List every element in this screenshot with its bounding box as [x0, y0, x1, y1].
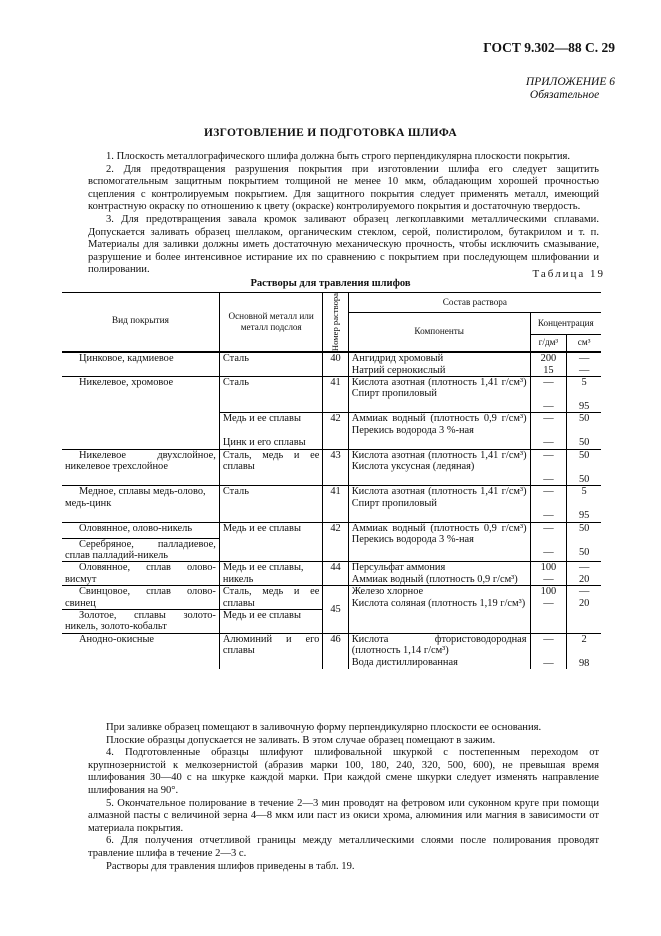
- base-metal: Медь и ее сплавы: [222, 413, 301, 425]
- cell-cm: [567, 449, 601, 485]
- table-row: [62, 352, 601, 376]
- paragraph: Растворы для травления шлифов приведены в табл. 19.: [106, 860, 355, 872]
- base-metal: Цинк и его сплавы: [222, 437, 306, 449]
- value: —: [543, 473, 554, 485]
- cell-components: [348, 633, 530, 669]
- cell-components: [348, 413, 530, 449]
- appendix-label: [526, 76, 615, 102]
- etching-solutions-table: [62, 292, 601, 669]
- value: 50: [578, 449, 590, 461]
- cell-components: [348, 486, 530, 522]
- base-metal: Сталь, медь и ее сплавы: [220, 586, 322, 610]
- value: 100: [540, 562, 557, 574]
- cell-base: Сталь: [219, 352, 322, 376]
- cell-cm: [567, 376, 601, 412]
- value: —: [578, 562, 590, 574]
- table-row: [62, 633, 601, 669]
- cell-coating: Анодно-окисные: [62, 633, 219, 669]
- component: Кислота азотная (плотность 1,41 г/см³): [351, 376, 527, 388]
- component: Персульфат аммония: [351, 562, 446, 574]
- table-caption: Растворы для травления шлифов: [250, 278, 411, 289]
- cell-base: Сталь: [219, 486, 322, 522]
- value: 50: [578, 437, 590, 449]
- table-row: [62, 486, 601, 522]
- value: —: [543, 400, 554, 412]
- col-solution-no: [323, 293, 348, 353]
- coating-name: Оловянное, олово-никель: [62, 523, 219, 539]
- value: 100: [540, 586, 557, 598]
- cell-no: 40: [323, 352, 348, 376]
- cell-base: Алюминий и его сплавы: [219, 633, 322, 669]
- cell-cm: [567, 352, 601, 376]
- coating-name: Золотое, сплавы золото-никель, золото-кобальт: [65, 610, 216, 633]
- cell-g: [530, 449, 567, 485]
- paragraph: 6. Для получения отчетливой границы между металлическими слоями после полирования проводят травление шлифа в течение 2—3 с.: [88, 835, 599, 859]
- component: Кислота азотная (плотность 1,41 г/см³): [351, 449, 527, 461]
- component: Кислота фтористоводородная (плотность 1,14 г/см³): [351, 633, 527, 657]
- component: Спирт пропиловый: [351, 388, 437, 400]
- value: 50: [578, 473, 590, 485]
- cell-g: [530, 486, 567, 522]
- value: —: [543, 510, 554, 522]
- value: —: [543, 573, 554, 585]
- value: 5: [581, 376, 587, 388]
- base-metal: Медь и ее сплавы: [222, 610, 301, 622]
- paragraph: 1. Плоскость металлографического шлифа должна быть строго перпендикулярна плоскости покрытия.: [106, 151, 571, 162]
- table-row: [62, 449, 601, 485]
- closing-paragraphs: [88, 722, 599, 873]
- cell-no: 41: [323, 486, 348, 522]
- cell-no: 42: [323, 522, 348, 562]
- cell-base: [219, 586, 322, 634]
- coating-name: Свинцовое, сплав олово-свинец: [62, 586, 219, 610]
- value: —: [543, 437, 554, 449]
- cell-base: Медь и ее сплавы, никель: [219, 562, 322, 586]
- cell-components: [348, 522, 530, 562]
- component: Вода дистиллированная: [351, 656, 458, 668]
- table-row: [62, 522, 601, 562]
- cell-no: 43: [323, 449, 348, 485]
- value: —: [543, 522, 554, 534]
- intro-paragraphs: [88, 151, 599, 277]
- col-cm3: см³: [567, 334, 601, 352]
- cell-components: [348, 449, 530, 485]
- value: 95: [578, 510, 590, 522]
- col-base-metal: Основной металл или металл подслоя: [219, 293, 322, 353]
- value: —: [578, 586, 590, 598]
- value: —: [543, 486, 554, 498]
- table-number: Таблица 19: [532, 268, 605, 280]
- value: 20: [578, 597, 590, 609]
- paragraph: 5. Окончательное полирование в течение 2—3 мин проводят на фетровом или суконном круге при помощи алмазной пасты с величиной зерна 4—8 мкм или паст из окиси хрома, алюминия или магния в зависимости от материала покрытия.: [88, 797, 599, 834]
- component: Кислота соляная (плотность 1,19 г/см³): [351, 597, 526, 609]
- value: 98: [578, 657, 590, 669]
- value: 50: [578, 522, 590, 534]
- cell-coating: [62, 586, 219, 634]
- value: —: [543, 633, 554, 645]
- table-row: [62, 413, 601, 449]
- cell-cm: [567, 522, 601, 562]
- cell-coating: Оловянное, сплав олово-висмут: [62, 562, 219, 586]
- table-row: [62, 376, 601, 412]
- cell-coating: [62, 413, 219, 449]
- cell-no: 45: [323, 586, 348, 634]
- cell-base: Сталь: [219, 376, 322, 412]
- value: —: [578, 353, 590, 365]
- coating-name: Серебряное, палладиевое, сплав палладий-никель: [65, 538, 216, 561]
- component: Ангидрид хромовый: [351, 353, 444, 365]
- value: 50: [578, 413, 590, 425]
- value: —: [543, 657, 554, 669]
- paragraph: При заливке образец помещают в заливочную форму перпендикулярно плоскости ее основания.: [106, 722, 542, 733]
- cell-coating: Цинковое, кадмиевое: [62, 352, 219, 376]
- col-composition: Состав раствора: [348, 293, 601, 313]
- cell-g: [530, 522, 567, 562]
- cell-cm: [567, 562, 601, 586]
- component: Железо хлорное: [351, 586, 424, 598]
- appendix-number: ПРИЛОЖЕНИЕ 6: [525, 76, 615, 88]
- cell-cm: [567, 586, 601, 634]
- cell-g: [530, 352, 567, 376]
- cell-components: [348, 562, 530, 586]
- component: Кислота азотная (плотность 1,41 г/см³): [351, 486, 527, 498]
- cell-coating: Медное, сплавы медь-олово, медь-цинк: [62, 486, 219, 522]
- cell-components: [348, 352, 530, 376]
- component: Натрий сернокислый: [351, 364, 446, 376]
- cell-no: 46: [323, 633, 348, 669]
- value: —: [578, 364, 590, 376]
- value: 50: [578, 546, 590, 558]
- value: —: [543, 376, 554, 388]
- col-coating: Вид покрытия: [62, 293, 219, 353]
- cell-no: 44: [323, 562, 348, 586]
- cell-g: [530, 413, 567, 449]
- value: 20: [578, 573, 590, 585]
- value: —: [543, 546, 554, 558]
- table-row: [62, 562, 601, 586]
- value: —: [543, 449, 554, 461]
- component: Перекись водорода 3 %-ная: [351, 533, 474, 545]
- value: 2: [581, 633, 587, 645]
- cell-base: [219, 413, 322, 449]
- section-title: ИЗГОТОВЛЕНИЕ И ПОДГОТОВКА ШЛИФА: [204, 127, 457, 139]
- cell-cm: [567, 413, 601, 449]
- cell-no: 41: [323, 376, 348, 412]
- col-g-dm3: г/дм³: [530, 334, 567, 352]
- appendix-status: Обязательное: [529, 89, 600, 101]
- component: Аммиак водный (плотность 0,9 г/см³): [351, 573, 518, 585]
- component: Аммиак водный (плотность 0,9 г/см³): [351, 413, 527, 425]
- cell-components: [348, 376, 530, 412]
- component: Кислота уксусная (ледяная): [351, 461, 475, 473]
- cell-coating: [62, 522, 219, 562]
- col-concentration: Концентрация: [530, 313, 601, 335]
- paragraph: 2. Для предотвращения разрушения покрытия при изготовлении шлифа его следует защитить вспомогательным защитным покрытием толщиной не менее 10 мкм, обладающим хорошей прочностью сцепления с контролируемым покрытием. Для защитного покрытия следует применять металл, имеющий контрастную окраску по отношению к цвету (окраске) контролируемого покрытия и достаточную твердость.: [88, 163, 599, 213]
- paragraph: 3. Для предотвращения завала кромок заливают образец легкоплавкими металлическими сплавами. Допускается заливать образец шеллаком, органическим стеклом, серой, полистиролом, бутакрилом и т. п. Материалы для заливки должны иметь достаточную механическую прочность, чтобы исключить смазывание, разрушение и более интенсивное истирание их по сравнению с покрытием при последующем шлифовании и полировании.: [88, 213, 599, 276]
- value: 15: [543, 364, 554, 376]
- page-header: ГОСТ 9.302—88 С. 29: [483, 40, 615, 55]
- component: Спирт пропиловый: [351, 497, 437, 509]
- table-row: [62, 586, 601, 634]
- cell-base: Сталь, медь и ее сплавы: [219, 449, 322, 485]
- cell-base: Медь и ее сплавы: [219, 522, 322, 562]
- cell-cm: [567, 486, 601, 522]
- value: 200: [540, 353, 557, 365]
- cell-g: [530, 376, 567, 412]
- cell-cm: [567, 633, 601, 669]
- cell-g: [530, 633, 567, 669]
- paragraph: 4. Подготовленные образцы шлифуют шлифовальной шкуркой с постепенным переходом от крупнозернистой к мелкозернистой (абразив марки 100, 180, 240, 320, 500, 600), не превышая время шлифования 30—40 с на шкурке каждой марки. При каждой смене шкурки следует изменять направление шлифования на 90°.: [88, 747, 599, 796]
- value: —: [543, 597, 554, 609]
- solution-no-label: Номер раствора: [330, 293, 341, 352]
- component: Аммиак водный (плотность 0,9 г/см³): [351, 522, 527, 534]
- cell-no: 42: [323, 413, 348, 449]
- cell-components: [348, 586, 530, 634]
- cell-coating: Никелевое, хромовое: [62, 376, 219, 412]
- component: Перекись водорода 3 %-ная: [351, 424, 474, 436]
- col-components: Компоненты: [348, 313, 530, 353]
- cell-g: [530, 586, 567, 634]
- cell-coating: Никелевое двухслойное, никелевое трехслойное: [62, 449, 219, 485]
- cell-g: [530, 562, 567, 586]
- value: —: [543, 413, 554, 425]
- value: 95: [578, 400, 590, 412]
- paragraph: Плоские образцы допускается не заливать. В этом случае образец помещают в зажим.: [106, 734, 496, 746]
- value: 5: [581, 486, 587, 498]
